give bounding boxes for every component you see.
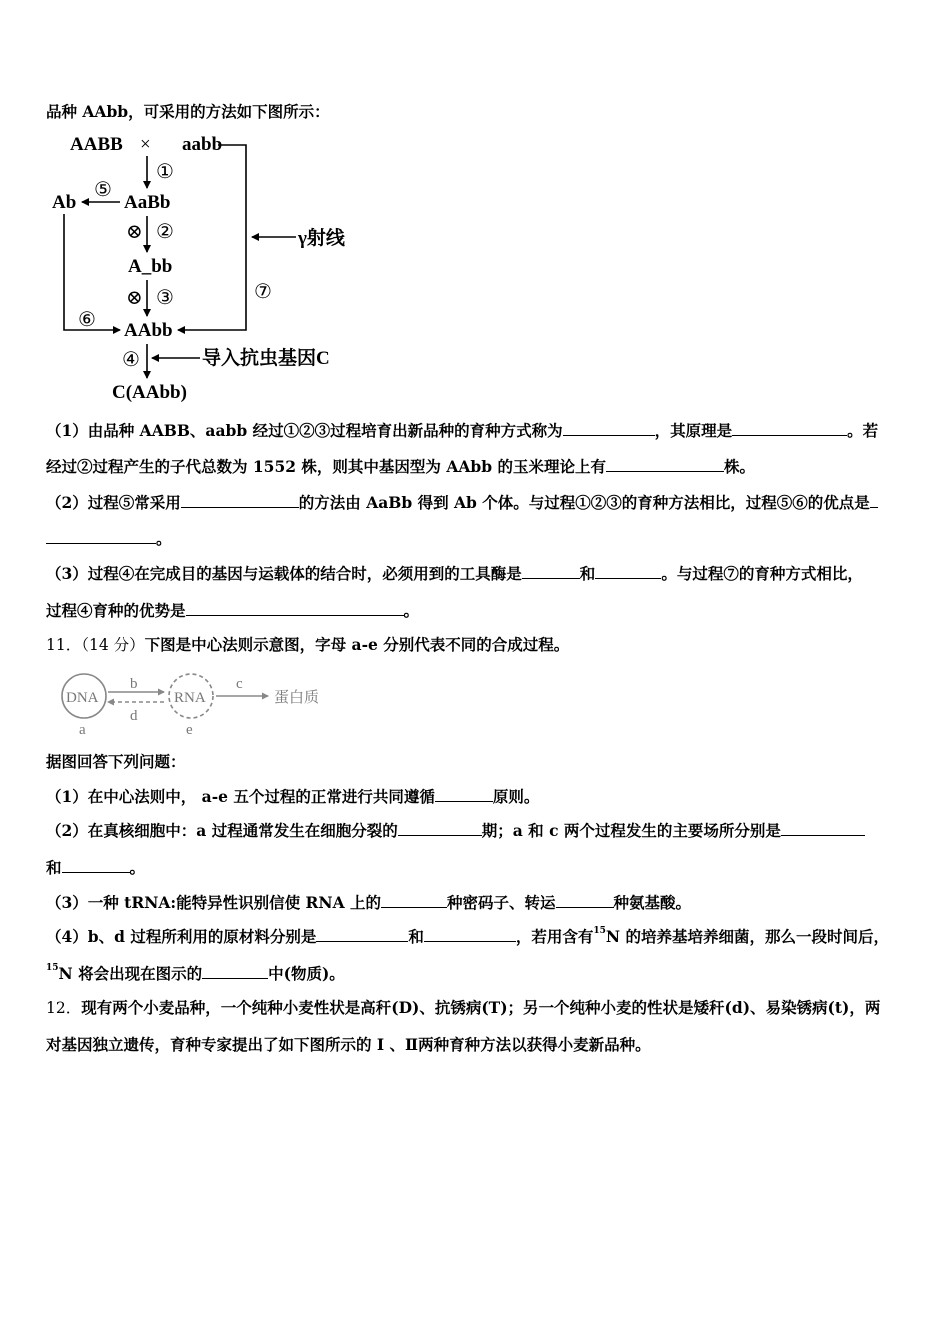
q10-blank-count[interactable]	[606, 456, 724, 472]
q10-line-3: （2）过程⑤常采用 的方法由 AaBb 得到 Ab 个体。与过程①②③的育种方法相比，过程⑤⑥的优点是	[46, 492, 920, 513]
q11-blank-site1[interactable]	[781, 820, 865, 836]
label-c: c	[236, 676, 243, 692]
q10-line-6: 过程④育种的优势是 。	[46, 601, 420, 620]
step5-label: ⑤	[94, 179, 112, 201]
q11-blank-amino[interactable]	[556, 892, 614, 908]
q10-line-2: 经过②过程产生的子代总数为 1552 株，则其中基因型为 AAbb 的玉米理论上有 株。	[46, 457, 755, 476]
f1-label: AaBb	[124, 192, 171, 213]
f2-label: A_bb	[128, 256, 173, 277]
gamma-label: γ射线	[298, 228, 345, 249]
self-symbol-2: ⊗	[126, 221, 143, 243]
step4-label: ④	[122, 349, 140, 371]
isotope-mass-2: 15	[46, 963, 59, 973]
breeding-diagram	[40, 128, 400, 408]
q11-blank-material-d[interactable]	[424, 926, 516, 942]
isotope-mass-1: 15	[593, 926, 606, 936]
final-label: C(AAbb)	[112, 382, 187, 403]
q10-line-4: 。	[46, 528, 920, 549]
q10-blank-method5[interactable]	[181, 492, 299, 508]
q10-blank-principle[interactable]	[732, 420, 847, 436]
q11-line-6: $^{15}$N 将会出现在图示的 中(物质)。	[46, 963, 345, 983]
label-e: e	[186, 722, 193, 736]
q11-blank-phase[interactable]	[398, 820, 482, 836]
label-d: d	[130, 708, 138, 724]
dna-label: DNA	[66, 690, 99, 706]
q10-blank-enzyme1[interactable]	[522, 563, 580, 579]
q11-line-2: （2）在真核细胞中：a 过程通常发生在细胞分裂的 期；a 和 c 两个过程发生的主要场所分别是	[46, 820, 920, 841]
step6-label: ⑥	[78, 309, 96, 331]
q11-blank-material-b[interactable]	[316, 926, 408, 942]
q11-blank-principle[interactable]	[435, 786, 493, 802]
step1-label: ①	[156, 161, 174, 183]
q11-blank-site2[interactable]	[62, 857, 130, 873]
parent2-label: aabb	[182, 134, 223, 155]
q12-line-2: 对基因独立遗传，育种专家提出了如下图所示的 Ⅰ 、Ⅱ两种育种方法以获得小麦新品种。	[46, 1035, 651, 1054]
arrow-step7	[178, 145, 246, 330]
haploid-label: Ab	[52, 192, 77, 213]
q12-line-1: 12．现有两个小麦品种，一个纯种小麦性状是高秆(D)、抗锈病(T)；另一个纯种小麦的性状是矮秆(d)、易染锈病(t)，两	[46, 998, 881, 1017]
q10-line-1: （1）由品种 AABB、aabb 经过①②③过程培育出新品种的育种方式称为 ，其原理是 。若	[46, 421, 879, 440]
step2-label: ②	[156, 221, 174, 243]
q11-line-3: 和 。	[46, 858, 146, 877]
q11-line-1: （1）在中心法则中， a-e 五个过程的正常进行共同遵循 原则。	[46, 787, 540, 806]
step7-label: ⑦	[254, 281, 272, 303]
q11-blank-substance[interactable]	[202, 963, 268, 979]
result-label: AAbb	[124, 320, 173, 341]
cross-sign: ×	[140, 134, 151, 155]
label-a: a	[79, 722, 86, 736]
protein-label: 蛋白质	[274, 690, 320, 706]
gene-input-label: 导入抗虫基因C	[202, 348, 330, 369]
label-b: b	[130, 676, 138, 692]
q10-line-5: （3）过程④在完成目的基因与运载体的结合时，必须用到的工具酶是 和 。与过程⑦的育种方式相比，	[46, 564, 863, 583]
q11-lead: 据图回答下列问题：	[46, 752, 186, 771]
parent1-label: AABB	[70, 134, 123, 155]
q10-blank-enzyme2[interactable]	[595, 563, 661, 579]
self-symbol-3: ⊗	[126, 287, 143, 309]
q11-line-4: （3）一种 tRNA:能特异性识别信使 RNA 上的 种密码子、转运 种氨基酸。	[46, 893, 692, 912]
intro-text: 品种 AAbb，可采用的方法如下图所示：	[46, 102, 330, 121]
q10-blank-method[interactable]	[563, 420, 655, 436]
q10-blank-merit[interactable]	[186, 600, 404, 616]
central-dogma-diagram	[46, 662, 346, 736]
q10-blank-advantage-start[interactable]	[870, 492, 878, 508]
q12-number: 12．	[46, 999, 82, 1017]
q11-line-5: （4）b、d 过程所利用的原材料分别是 和 ，若用含有$^{15}$N 的培养基培养细菌，那么一段时间后，	[46, 926, 889, 946]
rna-label: RNA	[174, 690, 206, 706]
q11-number: 11．（14 分）	[46, 636, 145, 654]
q11-stem: 11．（14 分）下图是中心法则示意图，字母 a-e 分别代表不同的合成过程。	[46, 635, 570, 654]
q10-blank-advantage[interactable]	[46, 528, 156, 544]
q11-blank-codon[interactable]	[381, 892, 447, 908]
step3-label: ③	[156, 287, 174, 309]
